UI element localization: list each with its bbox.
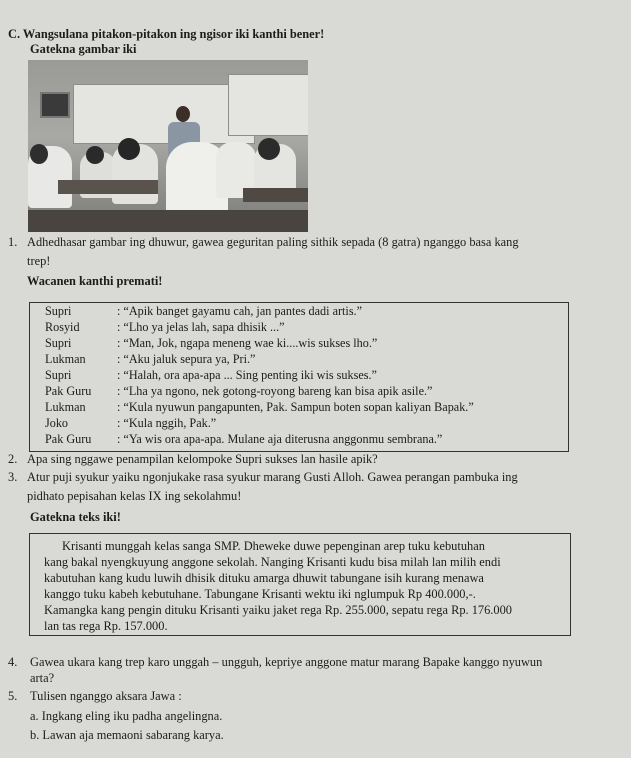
question-number: 1. xyxy=(8,235,18,249)
dialogue-line xyxy=(45,351,255,367)
question-number: 5. xyxy=(8,689,18,703)
speaker: Rosyid xyxy=(45,320,80,334)
utterance: : “Kula nyuwun pangapunten, Pak. Sampun boten sopan kaliyan Bapak.” xyxy=(117,400,474,414)
question-2-text: Apa sing nggawe penampilan kelompoke Supri sukses lan hasile apik? xyxy=(27,452,378,466)
speaker: Lukman xyxy=(45,352,86,366)
wall-frame xyxy=(40,92,70,118)
dialogue-line xyxy=(45,335,377,351)
desk xyxy=(58,180,158,194)
desk xyxy=(243,188,308,202)
passage-line: kanggo tuku kabeh kebutuhane. Tabungane Krisanti wektu iki nglumpuk Rp 400.000,-. xyxy=(44,587,476,601)
speaker: Supri xyxy=(45,304,72,318)
question-number: 3. xyxy=(8,470,18,484)
question-1-text: Adhedhasar gambar ing dhuwur, gawea geguritan paling sithik sepada (8 gatra) nganggo basa kang xyxy=(27,235,519,249)
reading-prompt: Wacanen kanthi premati! xyxy=(27,274,163,288)
teacher-head xyxy=(176,106,190,122)
passage-line: lan tas rega Rp. 157.000. xyxy=(44,619,168,633)
question-4-text: Gawea ukara kang trep karo unggah – ungguh, kepriye anggone matur marang Bapake kanggo nyuwun xyxy=(30,655,543,669)
dialogue-line xyxy=(45,415,216,431)
question-3-text: Atur puji syukur yaiku ngonjukake rasa syukur marang Gusti Alloh. Gawea perangan pambuka ing xyxy=(27,470,518,484)
passage-line: Kamangka kang pengin dituku Krisanti yaiku jaket rega Rp. 255.000, sepatu rega Rp. 176.000 xyxy=(44,603,512,617)
dialogue-line xyxy=(45,367,377,383)
speaker: Joko xyxy=(45,416,69,430)
dialogue-line xyxy=(45,303,362,319)
classroom-photo xyxy=(28,60,308,232)
question-5-text: Tulisen nganggo aksara Jawa : xyxy=(30,689,182,703)
passage-line: kabutuhan kang kudu luwih dhisik dituku amarga dhuwit tabungane isih kurang menawa xyxy=(44,571,484,585)
section-heading: C. Wangsulana pitakon-pitakon ing ngisor iki kanthi bener! xyxy=(8,27,325,41)
question-number: 2. xyxy=(8,452,18,466)
question-5-item: b. Lawan aja memaoni sabarang karya. xyxy=(30,728,224,742)
question-3-text-cont: pidhato pepisahan kelas IX ing sekolahmu! xyxy=(27,489,242,503)
student-head xyxy=(258,138,280,160)
question-4-text-cont: arta? xyxy=(30,671,55,685)
image-prompt: Gatekna gambar iki xyxy=(30,42,137,56)
utterance: : “Ya wis ora apa-apa. Mulane aja diterusna anggonmu sembrana.” xyxy=(117,432,443,446)
passage-line: Krisanti munggah kelas sanga SMP. Dheweke duwe pepenginan arep tuku kebutuhan xyxy=(62,539,485,553)
utterance: : “Man, Jok, ngapa meneng wae ki....wis sukses lho.” xyxy=(117,336,378,350)
desk-row xyxy=(28,210,308,232)
utterance: : “Apik banget gayamu cah, jan pantes dadi artis.” xyxy=(117,304,363,318)
utterance: : “Lha ya ngono, nek gotong-royong bareng kan bisa apik asile.” xyxy=(117,384,433,398)
speaker: Pak Guru xyxy=(45,432,92,446)
student-head xyxy=(30,144,48,164)
dialogue-line xyxy=(45,431,442,447)
dialogue-line xyxy=(45,319,285,335)
passage-box xyxy=(29,533,571,636)
utterance: : “Kula nggih, Pak.” xyxy=(117,416,217,430)
student-head xyxy=(118,138,140,160)
question-5-item: a. Ingkang eling iku padha angelingna. xyxy=(30,709,223,723)
utterance: : “Halah, ora apa-apa ... Sing penting iki wis sukses.” xyxy=(117,368,377,382)
dialogue-line xyxy=(45,399,474,415)
question-number: 4. xyxy=(8,655,18,669)
dialogue-line xyxy=(45,383,432,399)
speaker: Supri xyxy=(45,368,72,382)
utterance: : “Lho ya jelas lah, sapa dhisik ...” xyxy=(117,320,285,334)
utterance: : “Aku jaluk sepura ya, Pri.” xyxy=(117,352,256,366)
whiteboard-right xyxy=(228,74,308,136)
passage-line: kang bakal nyengkuyung anggone sekolah. Nanging Krisanti kudu bisa milah lan milih endi xyxy=(44,555,501,569)
speaker: Pak Guru xyxy=(45,384,92,398)
student-head xyxy=(86,146,104,164)
dialogue-box xyxy=(29,302,569,452)
text-prompt: Gatekna teks iki! xyxy=(30,510,121,524)
speaker: Lukman xyxy=(45,400,86,414)
speaker: Supri xyxy=(45,336,72,350)
question-1-text-cont: trep! xyxy=(27,254,51,268)
